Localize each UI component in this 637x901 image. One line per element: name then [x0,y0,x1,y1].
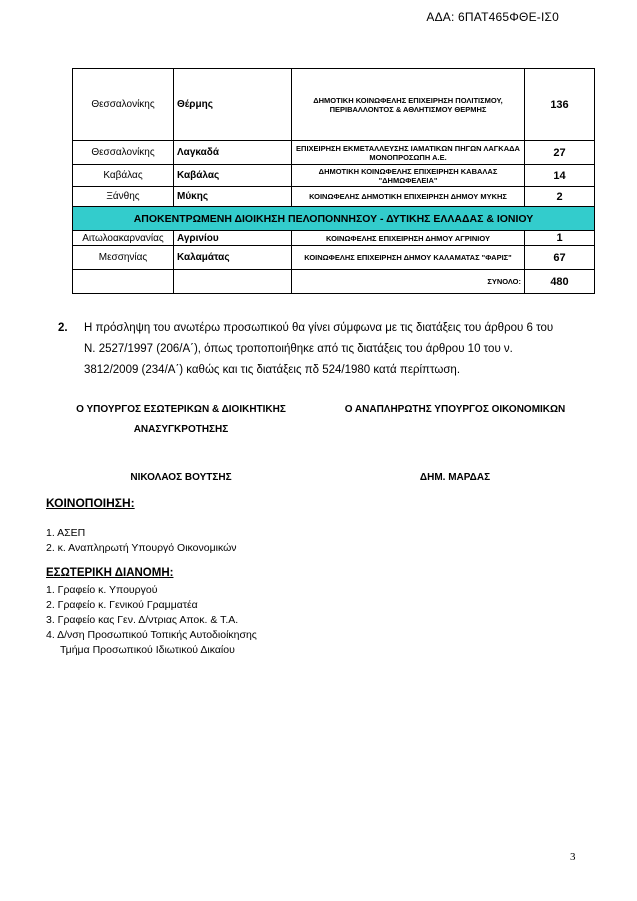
total-value: 480 [525,270,595,294]
left-signatory-title-cont: ΑΝΑΣΥΓΚΡΟΤΗΣΗΣ [133,424,229,435]
list-item: 2. Γραφείο κ. Γενικού Γραμματέα [46,599,198,611]
municipality-cell: Καβάλας [174,165,292,187]
notification-list [46,526,237,556]
entity-cell: ΚΟΙΝΩΦΕΛΗΣ ΔΗΜΟΤΙΚΗ ΕΠΙΧΕΙΡΗΣΗ ΔΗΜΟΥ ΜΥΚΗΣ [292,187,525,207]
count-cell: 14 [525,165,595,187]
list-item: 1. Γραφείο κ. Υπουργού [46,584,158,596]
count-cell: 2 [525,187,595,207]
prefecture-cell: Ξάνθης [73,187,174,207]
count-cell: 1 [525,231,595,246]
entity-cell: ΚΟΙΝΩΦΕΛΗΣ ΕΠΙΧΕΙΡΗΣΗ ΔΗΜΟΥ ΑΓΡΙΝΙΟΥ [292,231,525,246]
entity-cell: ΚΟΙΝΩΦΕΛΗΣ ΕΠΙΧΕΙΡΗΣΗ ΔΗΜΟΥ ΚΑΛΑΜΑΤΑΣ "ΦΑΡΙΣ" [292,246,525,270]
table-row [73,69,595,141]
count-cell: 136 [525,69,595,141]
table-row [73,141,595,165]
notification-heading: ΚΟΙΝΟΠΟΙΗΣΗ: [46,496,135,510]
paragraph-text: Η πρόσληψη του ανωτέρω προσωπικού θα γίνει σύμφωνα με τις διατάξεις του άρθρου 6 του [84,322,554,334]
table-row [73,165,595,187]
list-item: Τμήμα Προσωπικού Ιδιωτικού Δικαίου [60,644,235,656]
paragraph-number: 2. [58,322,68,334]
paragraph-line [58,318,578,339]
list-item: 1. ΑΣΕΠ [46,527,86,539]
empty-cell [73,270,174,294]
right-signatory-title: Ο ΑΝΑΠΛΗΡΩΤΗΣ ΥΠΟΥΡΓΟΣ ΟΙΚΟΝΟΜΙΚΩΝ [344,404,566,415]
municipality-cell: Μύκης [174,187,292,207]
prefecture-cell: Μεσσηνίας [73,246,174,270]
internal-list [46,583,257,658]
ada-code: ΑΔΑ: 6ΠΑΤ465ΦΘΕ-ΙΣ0 [426,10,559,24]
list-item: 2. κ. Αναπληρωτή Υπουργό Οικονομικών [46,542,237,554]
total-row [73,270,595,294]
count-cell: 27 [525,141,595,165]
total-label: ΣΥΝΟΛΟ: [292,270,525,294]
paragraph-line: Ν. 2527/1997 (206/Α΄), όπως τροποποιήθηκε από τις διατάξεις του άρθρου 10 του ν. [84,343,513,355]
entity-cell: ΕΠΙΧΕΙΡΗΣΗ ΕΚΜΕΤΑΛΛΕΥΣΗΣ ΙΑΜΑΤΙΚΩΝ ΠΗΓΩΝ ΛΑΓΚΑΔΑ ΜΟΝΟΠΡΟΣΩΠΗ Α.Ε. [292,141,525,165]
table-row [73,231,595,246]
internal-heading: ΕΣΩΤΕΡΙΚΗ ΔΙΑΝΟΜΗ: [46,567,174,579]
entity-cell: ΔΗΜΟΤΙΚΗ ΚΟΙΝΩΦΕΛΗΣ ΕΠΙΧΕΙΡΗΣΗ ΠΟΛΙΤΙΣΜΟΥ, ΠΕΡΙΒΑΛΛΟΝΤΟΣ & ΑΘΛΗΤΙΣΜΟΥ ΘΕΡΜΗΣ [292,69,525,141]
prefecture-cell: Θεσσαλονίκης [73,141,174,165]
region-heading: ΑΠΟΚΕΝΤΡΩΜΕΝΗ ΔΙΟΙΚΗΣΗ ΠΕΛΟΠΟΝΝΗΣΟΥ - ΔΥΤΙΚΗΣ ΕΛΛΑΔΑΣ & ΙΟΝΙΟΥ [73,207,595,231]
paragraph-line: 3812/2009 (234/Α΄) καθώς και τις διατάξεις πδ 524/1980 κατά περίπτωση. [84,364,461,376]
region-row [73,207,595,231]
table-row [73,246,595,270]
municipality-cell: Λαγκαδά [174,141,292,165]
left-signatory-name: ΝΙΚΟΛΑΟΣ ΒΟΥΤΣΗΣ [130,472,232,483]
municipality-cell: Καλαμάτας [174,246,292,270]
right-signatory-name: ΔΗΜ. ΜΑΡΔΑΣ [419,472,491,483]
page-number: 3 [570,851,576,863]
list-item: 4. Δ/νση Προσωπικού Τοπικής Αυτοδιοίκησης [46,629,257,641]
municipality-cell: Αγρινίου [174,231,292,246]
paragraph-2 [58,318,578,381]
empty-cell [174,270,292,294]
municipality-cell: Θέρμης [174,69,292,141]
list-item: 3. Γραφείο κας Γεν. Δ/ντριας Αποκ. & Τ.Α. [46,614,239,626]
prefecture-cell: Καβάλας [73,165,174,187]
table-row [73,187,595,207]
entity-cell: ΔΗΜΟΤΙΚΗ ΚΟΙΝΩΦΕΛΗΣ ΕΠΙΧΕΙΡΗΣΗ ΚΑΒΑΛΑΣ "ΔΗΜΩΦΕΛΕΙΑ" [292,165,525,187]
prefecture-cell: Θεσσαλονίκης [73,69,174,141]
prefecture-cell: Αιτωλοακαρνανίας [73,231,174,246]
count-cell: 67 [525,246,595,270]
staffing-table [72,68,595,294]
left-signatory-title: Ο ΥΠΟΥΡΓΟΣ ΕΣΩΤΕΡΙΚΩΝ & ΔΙΟΙΚΗΤΙΚΗΣ [76,404,286,415]
